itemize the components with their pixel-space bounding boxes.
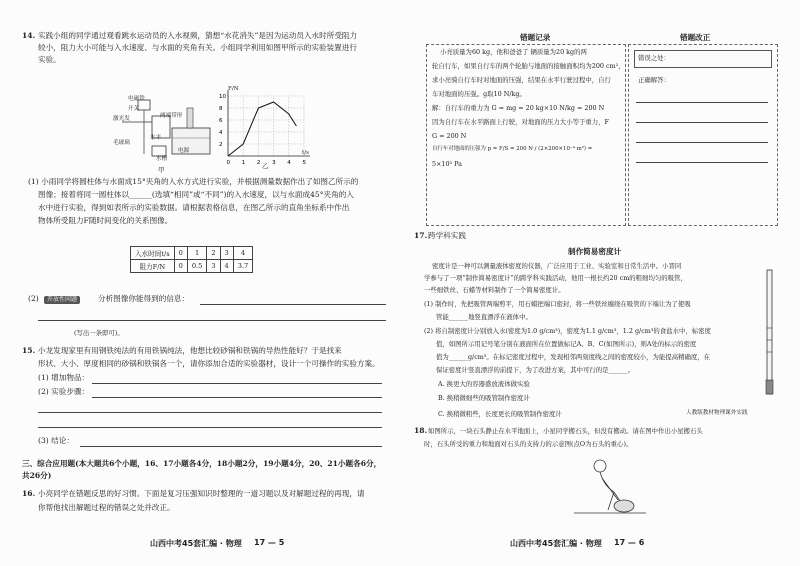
lifting-stone-figure: [570, 456, 650, 520]
apparatus-label-4: 毛玻璃: [113, 140, 130, 146]
wrong-line3: 求小亮骑自行车时对地面的压强，结果在水平行驶过程中，自行: [432, 76, 611, 84]
q17-line1: 密度计是一种可以测量液体密度的仪器，广泛应用于工业、实验室和日常生活中。小晋同: [432, 262, 682, 270]
apparatus-label-7: 电源: [178, 148, 190, 154]
footer-page-number: 17 — 6: [614, 538, 645, 547]
q14-number: 14.: [22, 31, 36, 40]
answer-line: [92, 383, 382, 384]
table-cell: 0: [174, 247, 187, 260]
q17-p2-line3: 值为______g/cm³。在标记密度过程中，发现相邻两刻度线之间的密度较小，为能提高精确度，在: [436, 353, 711, 361]
answer-line: [636, 142, 768, 143]
section-3-title-2: 共26分): [22, 471, 52, 480]
answer-line: [38, 320, 386, 321]
q14-p2-note: (写出一条即可)。: [74, 329, 124, 337]
wrong-line5: 解：自行车的重力为 G = mg = 20 kg×10 N/kg = 200 N: [432, 104, 605, 112]
q14-p2-tag: [44, 294, 80, 304]
right-page: [400, 0, 800, 566]
wrong-line8: 自行车对地面的压强为 p = F/S = 200 N / (2×200×10⁻⁴ m²) =: [432, 146, 593, 152]
error-fix-header: 错题改正: [680, 33, 711, 42]
q17-p2-line4: 保证密度计竖直漂浮的前提下，为了改进方案，其中可行的是______。: [436, 366, 635, 374]
q14-line1: 实践小组的同学通过观看跳水运动员的入水视频，猜想“水花消失”是因为运动员入水时所受阻力: [38, 31, 358, 40]
y-tick-label: 2: [219, 142, 223, 148]
figure-caption-b: 乙: [262, 162, 269, 170]
q18-line1: 如图所示，一块石头静止在水平地面上，小星同学搬石头，但没有搬动。请在图中作出小星搬石头: [428, 427, 703, 435]
q14-line3: 实验。: [38, 55, 61, 64]
q17-p2-line1: (2) 将自制密度计分别放入水(密度为1.0 g/cm³)，密度为1.1 g/cm³，1.2 g/cm³的食盐水中，标密度: [424, 327, 711, 335]
section-3-title: 三、综合应用题(本大题共6个小题，16、17小题各4分，18小题2分，19小题4分，20、21小题各6分，: [22, 459, 382, 468]
apparatus-label-6: 水平: [150, 135, 162, 141]
data-table: [130, 246, 253, 273]
y-tick-label: 4: [219, 130, 223, 136]
error-fix-box: [628, 44, 778, 226]
table-cell: 入水时间t/s: [131, 247, 175, 260]
graph-xlabel: t/s: [302, 150, 310, 156]
table-cell: 3: [220, 247, 233, 260]
q16-line1: 小亮同学在错题反思的好习惯。下面是复习压强知识时整理的一道习题以及对解题过程的再现，请: [38, 489, 365, 498]
q14-p2-prefix: (2): [28, 294, 39, 303]
q14-p1-line3: 水中进行实验，得到如表所示的实验数据。请根据表格信息，在图乙所示的直角坐标系中作出: [38, 203, 350, 212]
q17-p1-line2: 管能______地竖直漂浮在液体中。: [436, 313, 532, 321]
q18-line2: 时，石头所受的重力和地面对石头的支持力的示意图(点O为石头的重心)。: [424, 440, 633, 448]
y-tick-label: 6: [219, 118, 223, 124]
hydrometer-figure: [760, 268, 780, 408]
table-cell: 1: [187, 247, 207, 260]
x-tick-label: 5: [302, 160, 306, 166]
series-line: [228, 102, 296, 156]
apparatus-label-5: 两端带形: [160, 113, 183, 119]
apparatus-label-8: 水槽: [156, 156, 168, 162]
table-cell: 2: [207, 247, 220, 260]
table-cell: 阻力F/N: [131, 260, 175, 273]
wrong-line4: 车对地面的压强。g取10 N/kg。: [432, 90, 526, 98]
q15-step3: (3) 结论：: [38, 436, 74, 445]
fix-correct-label: 正确解答：: [638, 76, 670, 84]
graph-ylabel: F/N: [228, 86, 239, 92]
footer-page-number: 17 — 5: [254, 538, 285, 547]
q17-option-b: B. 换稍微细些的吸管制作密度计: [438, 394, 530, 402]
q18-number: 18.: [414, 426, 428, 435]
q14-p2-text: 分析图像你能得到的信息：: [98, 294, 190, 303]
apparatus-label-3: 激光发: [113, 116, 130, 122]
x-tick-label: 2: [256, 160, 261, 166]
answer-line: [636, 162, 768, 163]
q17-title: 跨学科实践: [428, 231, 466, 240]
x-tick-label: 0: [226, 160, 230, 166]
q17-p1-line1: (1) 制作时，先把吸管两端剪平，用石蜡把端口密封，将一些铁丝缠绕在吸管的下端让为了使吸: [424, 300, 691, 308]
y-tick-label: 10: [219, 94, 226, 100]
wrong-line9: 5×10³ Pa: [432, 160, 462, 168]
fix-reason-label: 错误之处：: [638, 54, 670, 62]
q14-p1-line1: (1) 小雨同学将圆柱体与水面成15°夹角的入水方式进行实验，并根据测量数据作出了如图乙所示的: [28, 177, 359, 186]
x-tick-label: 4: [287, 160, 291, 166]
answer-line: [38, 427, 382, 428]
q17-caption: 人教版教材物理课外实践: [686, 410, 748, 416]
answer-line: [80, 446, 382, 447]
apparatus-label-2: 开关: [128, 106, 140, 112]
q14-p1-line2: 图像；接着将同一圆柱体以______(选填“相同”或“不同”)的入水速度，以与水面成45°夹角的入: [38, 190, 354, 199]
q16-line2: 你帮他找出解题过程的错误之处并改正。: [38, 503, 175, 512]
table-cell: 4: [220, 260, 233, 273]
apparatus-label-1: 电磁铁: [128, 96, 145, 102]
answer-line: [636, 102, 768, 103]
q17-option-c: C. 换稍微粗些，长度更长的吸管制作密度计: [438, 410, 562, 418]
q14-line2: 较小，阻力大小可能与入水速度、与水面的夹角有关。小组同学利用如图甲所示的实验装置进行: [38, 43, 357, 52]
q17-number: 17.: [414, 231, 428, 240]
q15-number: 15.: [22, 346, 36, 355]
wrong-line6: 因为自行车在水平路面上行驶，对地面的压力大小等于重力，F: [432, 118, 609, 126]
q17-line2: 学参与了一项“制作简易密度计”的跨学科实践活动，他用一根长约20 cm的粗细均匀的吸管，: [424, 274, 687, 282]
open-question-badge: 开放性问题: [44, 296, 80, 304]
x-tick-label: 1: [241, 160, 246, 166]
q17-option-a: A. 换更大的容器盛放液体做实验: [438, 380, 530, 388]
q17-subtitle: 制作简易密度计: [568, 247, 622, 256]
table-cell: 3: [207, 260, 220, 273]
table-cell: 3.7: [233, 260, 253, 273]
answer-line: [200, 304, 386, 305]
q16-number: 16.: [22, 489, 36, 498]
q17-line3: 一些细铁丝、石蜡等材料制作了一个简易密度计。: [424, 286, 565, 294]
answer-line: [38, 412, 382, 413]
force-time-graph: [214, 86, 314, 170]
q15-step2: (2) 实验步骤：: [38, 387, 90, 396]
answer-line: [636, 122, 768, 123]
q15-line1: 小龙发现家里有用钢铁纯法的有用铁锅纯法，他想比较砂锅和铁锅的导热性能好？于是找来: [38, 346, 342, 355]
q15-step1: (1) 增加物品：: [38, 373, 90, 382]
x-tick-label: 3: [272, 160, 276, 166]
wrong-line7: G = 200 N: [432, 132, 467, 140]
q17-p2-line2: 值，如图所示用记号笔分别在液面所在位置做标记A、B、C(如图所示)，则A处的标示的密度: [436, 340, 697, 348]
wrong-line1: 小亮质量为60 kg，他和爸爸了 辆质量为20 kg的两: [440, 48, 587, 56]
table-cell: 4: [233, 247, 253, 260]
table-cell: 0: [174, 260, 187, 273]
q14-p1-line4: 物体所受阻力F随时间变化的关系图像。: [38, 216, 173, 225]
q15-line2: 形状、大小、厚度相同的砂锅和铁锅各一个，请你添加合适的实验器材，设计一个可操作的实验方案。: [38, 359, 380, 368]
wrong-line2: 轮自行车，如果自行车的两个轮胎与地面的接触面积均为200 cm²，: [432, 62, 625, 70]
table-row: [131, 247, 253, 260]
table-cell: 0.5: [187, 260, 207, 273]
table-row: [131, 260, 253, 273]
error-record-header: 错题记录: [520, 33, 551, 42]
footer-series: 山西中考45套汇编 · 物理: [150, 539, 242, 548]
figure-caption-a: 甲: [158, 166, 165, 174]
footer-series: 山西中考45套汇编 · 物理: [510, 539, 602, 548]
answer-line: [92, 397, 382, 398]
y-tick-label: 8: [219, 106, 223, 112]
